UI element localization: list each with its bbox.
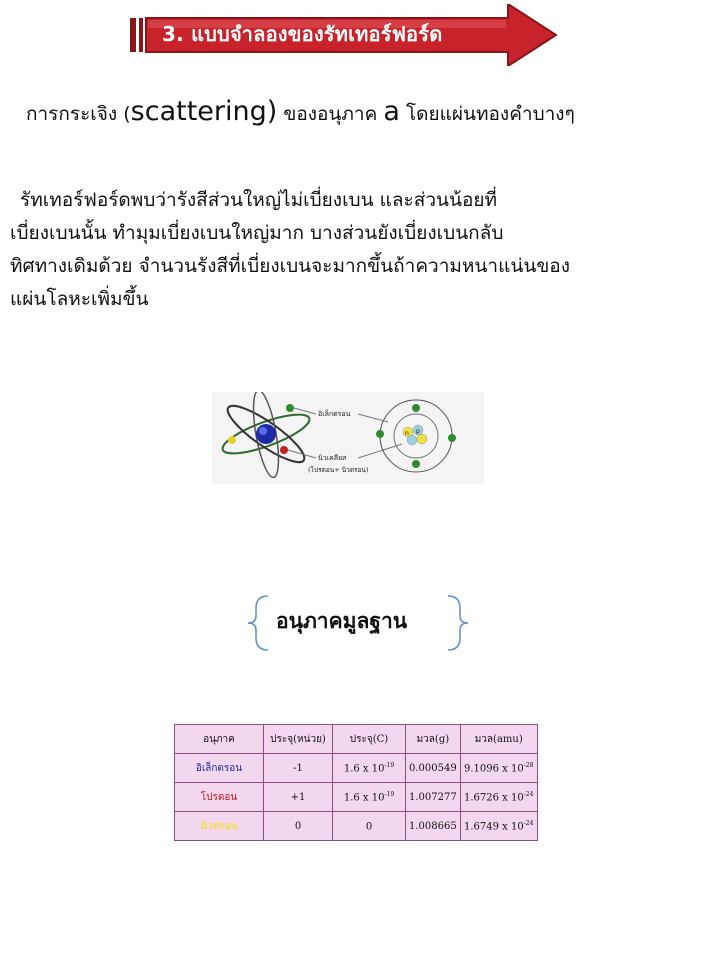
electron-label: อิเล็กตรอน bbox=[318, 410, 351, 418]
mass-gram-cell: 1.008665 bbox=[406, 812, 461, 841]
paragraph-line: เบี่ยงเบนนั้น ทำมุมเบี่ยงเบนใหญ่มาก บางส่วนยังเบี่ยงเบนกลับ bbox=[10, 222, 504, 244]
charge-coulomb-cell: 1.6 x $10^{-19}$ bbox=[333, 783, 406, 812]
table-header-row bbox=[175, 725, 538, 754]
charge-unit-cell: +1 bbox=[264, 783, 333, 812]
mass-gram-cell: 0.000549 bbox=[406, 754, 461, 783]
particle-name: อิเล็กตรอน bbox=[175, 754, 264, 783]
mass-gram-cell: 1.007277 bbox=[406, 783, 461, 812]
alpha-symbol: a bbox=[383, 96, 400, 127]
particle-name: โปรตอน bbox=[175, 783, 264, 812]
column-header: อนุภาค bbox=[175, 725, 264, 754]
intro-term: scattering) bbox=[130, 96, 278, 127]
neutron-label: n bbox=[405, 430, 409, 437]
table-row bbox=[175, 754, 538, 783]
section-heading: อนุภาคมูลฐาน bbox=[276, 609, 408, 633]
mass-amu-cell: 1.6726 x $10^{-24}$ bbox=[460, 783, 537, 812]
mass-amu-cell: 1.6749 x $10^{-24}$ bbox=[460, 812, 537, 841]
column-header: มวล(amu) bbox=[460, 725, 537, 754]
intro-suffix: โดยแผ่นทองคำบางๆ bbox=[399, 103, 575, 125]
charge-unit-cell: 0 bbox=[264, 812, 333, 841]
nucleus-note: (โปรตอน+ นิวตรอน) bbox=[308, 466, 369, 474]
intro-middle: ของอนุภาค bbox=[277, 103, 384, 125]
particle-name: นิวตรอน bbox=[175, 812, 264, 841]
column-header: มวล(g) bbox=[406, 725, 461, 754]
charge-coulomb-cell: 0 bbox=[333, 812, 406, 841]
table-row bbox=[175, 783, 538, 812]
description-paragraph bbox=[10, 184, 716, 316]
particle-table bbox=[174, 724, 538, 841]
column-header: ประจุ(C) bbox=[333, 725, 406, 754]
paragraph-line: รัทเทอร์ฟอร์ดพบว่ารังสีส่วนใหญ่ไม่เบี่ยงเบน และส่วนน้อยที่ bbox=[20, 189, 498, 211]
column-header: ประจุ(หน่วย) bbox=[264, 725, 333, 754]
table-row bbox=[175, 812, 538, 841]
intro-prefix: การกระเจิง ( bbox=[26, 103, 131, 125]
mass-amu-cell: 9.1096 x $10^{-28}$ bbox=[460, 754, 537, 783]
intro-line bbox=[26, 96, 575, 129]
proton-label: p bbox=[416, 428, 420, 435]
paragraph-line: แผ่นโลหะเพิ่มขึ้น bbox=[10, 288, 149, 310]
charge-unit-cell: -1 bbox=[264, 754, 333, 783]
page-title: 3. แบบจำลองของรัทเทอร์ฟอร์ด bbox=[162, 22, 443, 46]
atom-model-diagram bbox=[212, 392, 484, 484]
nucleus-label: นิวเคลียส bbox=[318, 454, 347, 462]
charge-coulomb-cell: 1.6 x $10^{-19}$ bbox=[333, 754, 406, 783]
paragraph-line: ทิศทางเดิมด้วย จำนวนรังสีที่เบี่ยงเบนจะมากขึ้นถ้าความหนาแน่นของ bbox=[10, 255, 570, 277]
